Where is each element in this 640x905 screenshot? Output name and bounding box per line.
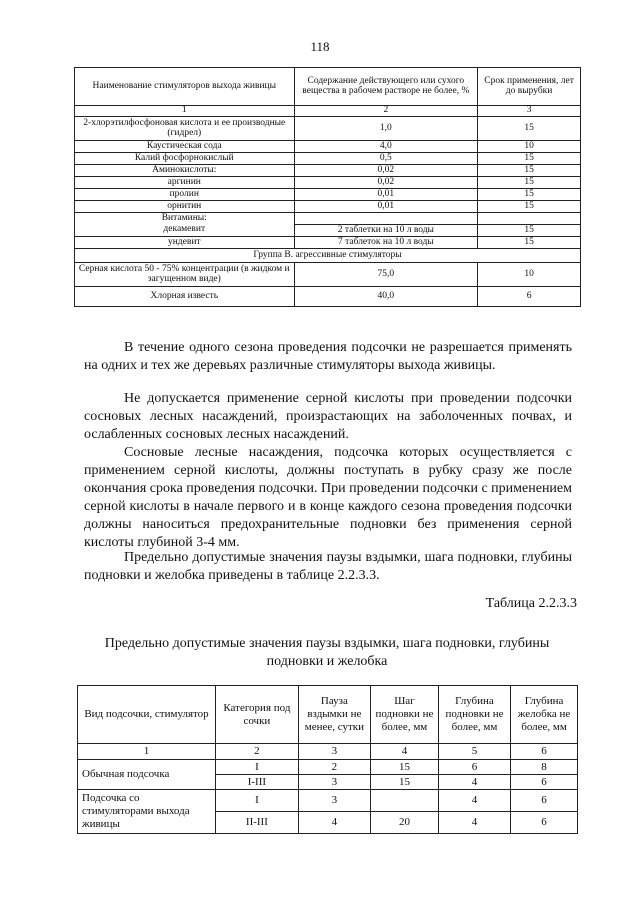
group-heading: Группа В. агрессивные стимуляторы: [75, 249, 581, 263]
content-value: 2 таблетки на 10 л воды: [294, 225, 478, 237]
tapping-type: Обычная подсочка: [78, 760, 216, 790]
depth-value: 4: [438, 775, 510, 790]
column-number: 2: [294, 106, 478, 117]
column-number: 3: [298, 744, 370, 760]
step-value: 20: [370, 812, 438, 834]
table-row: [75, 213, 581, 225]
table-row: [75, 153, 581, 165]
term-value: 15: [478, 225, 581, 237]
header-cell: Глубина желобка не более, мм: [511, 686, 578, 744]
category-value: I: [216, 760, 299, 775]
term-value: [478, 213, 581, 225]
groove-value: 6: [511, 790, 578, 812]
column-number: 4: [370, 744, 438, 760]
column-number: 6: [511, 744, 578, 760]
table-title: Предельно допустимые значения паузы вздымки, шага подновки, глубины подновки и желобка: [104, 636, 550, 669]
paragraph: Сосновые лесные насаждения, подсочка которых осуществляется с применением серной кислоты, должны поступать в рубку сразу же после окончания срока проведения подсочки. При проведении подсочки с применением серной кислоты в начале первого и в конце каждого сезона проведения подсочки должны наноситься предохранительные подновки без применения серной кислоты глубиной 3-4 мм.: [84, 445, 572, 550]
term-value: 15: [478, 117, 581, 141]
depth-value: 4: [438, 790, 510, 812]
content-value: [294, 213, 478, 225]
group-row: [75, 249, 581, 263]
table-header-row: [78, 686, 578, 744]
header-cell: Срок применения, лет до вырубки: [478, 68, 581, 106]
table-row: [75, 189, 581, 201]
term-value: 15: [478, 177, 581, 189]
step-value: [370, 790, 438, 812]
content-value: 75,0: [294, 263, 478, 287]
content-value: 4,0: [294, 141, 478, 153]
stimulator-name: 2-хлорэтилфосфоновая кислота и ее производные (гидрел): [75, 117, 295, 141]
content-value: 1,0: [294, 117, 478, 141]
term-value: 15: [478, 201, 581, 213]
category-value: II-III: [216, 812, 299, 834]
page-number: 118: [310, 39, 330, 54]
table-row: [75, 165, 581, 177]
table-row: [75, 287, 581, 307]
category-value: I: [216, 790, 299, 812]
tapping-type: Подсочка со стимуляторами выхода живицы: [78, 790, 216, 834]
paragraph: Не допускается применение серной кислоты при проведении подсочки сосновых лесных насаждений, произрастающих на заболоченных почвах, и ослабленных сосновых лесных насаждений.: [84, 391, 572, 442]
column-number: 3: [478, 106, 581, 117]
step-value: 15: [370, 760, 438, 775]
content-value: 0,5: [294, 153, 478, 165]
stimulator-name: Калий фосфорнокислый: [75, 153, 295, 165]
stimulators-table: [74, 67, 581, 307]
table-row: [75, 237, 581, 249]
content-value: 0,02: [294, 177, 478, 189]
term-value: 10: [478, 263, 581, 287]
pause-value: 4: [298, 812, 370, 834]
table-label: Таблица 2.2.3.3: [485, 596, 577, 611]
groove-value: 6: [511, 812, 578, 834]
stimulator-name: ундевит: [75, 237, 295, 249]
stimulator-name: Аминокислоты:: [75, 165, 295, 177]
pause-value: 3: [298, 790, 370, 812]
limits-table: [77, 685, 578, 834]
column-number: 2: [216, 744, 299, 760]
table-row: [75, 177, 581, 189]
header-cell: Содержание действующего или сухого вещества в рабочем растворе не более, %: [294, 68, 478, 106]
content-value: 0,02: [294, 165, 478, 177]
column-numbers-row: [78, 744, 578, 760]
category-value: I-III: [216, 775, 299, 790]
table-row: [78, 760, 578, 775]
term-value: 15: [478, 189, 581, 201]
header-cell: Наименование стимуляторов выхода живицы: [75, 68, 295, 106]
stimulator-name: Каустическая сода: [75, 141, 295, 153]
table-header-row: [75, 68, 581, 106]
header-cell: Глубина подновки не более, мм: [438, 686, 510, 744]
groove-value: 6: [511, 775, 578, 790]
content-value: 0,01: [294, 189, 478, 201]
stimulator-name: Хлорная известь: [75, 287, 295, 307]
term-value: 6: [478, 287, 581, 307]
header-cell: Вид подсочки, стимулятор: [78, 686, 216, 744]
table-row: [75, 117, 581, 141]
header-cell: Шаг подновки не более, мм: [370, 686, 438, 744]
table-row: [78, 790, 578, 812]
stimulator-name: пролин: [75, 189, 295, 201]
groove-value: 8: [511, 760, 578, 775]
stimulator-name: аргинин: [75, 177, 295, 189]
term-value: 15: [478, 237, 581, 249]
depth-value: 4: [438, 812, 510, 834]
stimulator-name: Серная кислота 50 - 75% концентрации (в жидком и загущенном виде): [75, 263, 295, 287]
header-cell: Категория под сочки: [216, 686, 299, 744]
content-value: 7 таблеток на 10 л воды: [294, 237, 478, 249]
term-value: 15: [478, 153, 581, 165]
paragraph: Предельно допустимые значения паузы вздымки, шага подновки, глубины подновки и желобка приведены в таблице 2.2.3.3.: [84, 550, 572, 583]
stimulator-name: декамевит: [75, 225, 295, 237]
step-value: 15: [370, 775, 438, 790]
term-value: 10: [478, 141, 581, 153]
pause-value: 3: [298, 775, 370, 790]
table-row: [75, 141, 581, 153]
table-row: [75, 201, 581, 213]
column-number: 1: [75, 106, 295, 117]
stimulator-name: орнитин: [75, 201, 295, 213]
content-value: 0,01: [294, 201, 478, 213]
column-number: 1: [78, 744, 216, 760]
content-value: 40,0: [294, 287, 478, 307]
table-row: [75, 225, 581, 237]
term-value: 15: [478, 165, 581, 177]
column-number: 5: [438, 744, 510, 760]
pause-value: 2: [298, 760, 370, 775]
table-row: [75, 263, 581, 287]
column-numbers-row: [75, 106, 581, 117]
stimulator-name: Витамины:: [75, 213, 295, 225]
header-cell: Пауза вздымки не менее, сутки: [298, 686, 370, 744]
paragraph: В течение одного сезона проведения подсочки не разрешается применять на одних и тех же деревьях различные стимуляторы выхода живицы.: [84, 340, 572, 373]
depth-value: 6: [438, 760, 510, 775]
